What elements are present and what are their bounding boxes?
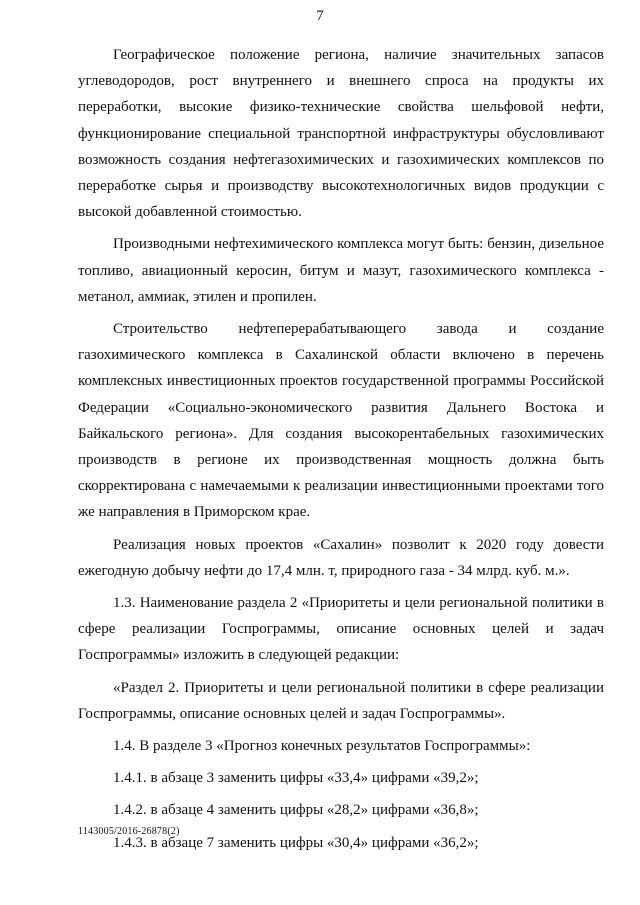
paragraph-section-2-title-change: 1.3. Наименование раздела 2 «Приоритеты и цели региональной политики в сфере реализации Госпрограммы, описание основных целей и задач Госпрограммы» изложить в следующей редакции: bbox=[78, 595, 604, 664]
document-code: 1143005/2016-26878(2) bbox=[78, 826, 180, 837]
paragraph-derivatives: Производными нефтехимического комплекса могут быть: бензин, дизельное топливо, авиационный керосин, битум и мазут, газохимического комплекса - метанол, аммиак, этилен и пропилен. bbox=[78, 236, 604, 305]
paragraph-geographic-position: Географическое положение региона, наличие значительных запасов углеводородов, рост внутреннего и внешнего спроса на продукты их переработки, высокие физико-технические свойства шельфовой нефти, функционирование специальной транспортной инфраструктуры обусловливают возможность создания нефтегазохимических и газохимических комплексов по переработке сырья и производству высокотехнологичных видов продукции с высокой добавленной стоимостью. bbox=[78, 47, 604, 221]
document-body bbox=[78, 42, 604, 862]
paragraph-construction: Строительство нефтеперерабатывающего завода и создание газохимического комплекса в Сахалинской области включено в перечень комплексных инвестиционных проектов государственной программы Российской Федерации «Социально-экономического развития Дальнего Востока и Байкальского региона». Для создания высокорентабельных газохимических производств в регионе их производственная мощность должна быть скорректирована с намечаемыми к реализации инвестиционными проектами того же направления в Приморском крае. bbox=[78, 321, 604, 521]
item-1-4-3: 1.4.3. в абзаце 7 заменить цифры «30,4» цифрами «36,2»; bbox=[113, 834, 479, 851]
item-1-4-1: 1.4.1. в абзаце 3 заменить цифры «33,4» цифрами «39,2»; bbox=[113, 770, 479, 787]
page-number: 7 bbox=[316, 8, 324, 24]
paragraph-section-2-new-title: «Раздел 2. Приоритеты и цели региональной политики в сфере реализации Госпрограммы, описание основных целей и задач Госпрограммы». bbox=[78, 679, 604, 722]
item-1-4: 1.4. В разделе 3 «Прогноз конечных результатов Госпрограммы»: bbox=[113, 738, 531, 755]
item-1-4-2: 1.4.2. в абзаце 4 заменить цифры «28,2» цифрами «36,8»; bbox=[113, 802, 479, 819]
paragraph-sakhalin-projects: Реализация новых проектов «Сахалин» позволит к 2020 году довести ежегодную добычу нефти до 17,4 млн. т, природного газа - 34 млрд. куб. м.». bbox=[78, 536, 604, 579]
